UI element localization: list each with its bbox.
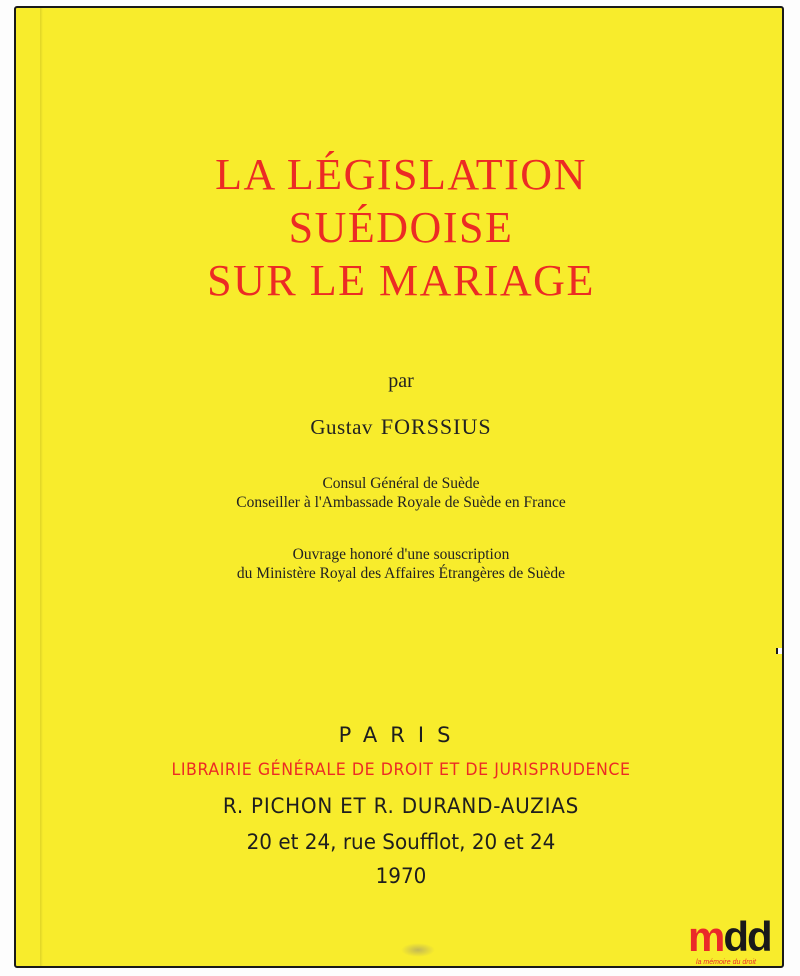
author-role-1: Consul Général de Suède	[322, 475, 480, 492]
title-line-2: SUÉDOISE	[288, 203, 514, 252]
subsidy-line-2: du Ministère Royal des Affaires Étrangères de Suède	[236, 565, 566, 582]
by-label: par	[388, 370, 414, 392]
publisher-address: 20 et 24, rue Soufflot, 20 et 24	[246, 830, 556, 854]
author-first-name: Gustav	[310, 415, 373, 439]
subsidy-line-1: Ouvrage honoré d'une souscription	[292, 546, 510, 563]
logo-tagline: la mémoire du droit	[696, 959, 756, 966]
book-cover	[14, 6, 784, 968]
publisher-owners: R. PICHON ET R. DURAND-AUZIAS	[222, 794, 580, 818]
mdd-logo	[684, 913, 771, 972]
title-line-1: LA LÉGISLATION	[215, 150, 587, 199]
author-last-name: FORSSIUS	[380, 414, 492, 439]
logo-letters-dd: dd	[723, 913, 771, 960]
author-name	[16, 414, 784, 440]
author-role-2: Conseiller à l'Ambassade Royale de Suède en France	[236, 494, 566, 511]
publication-city: PARIS	[338, 723, 464, 747]
subsidy-note	[16, 545, 784, 583]
book-title	[16, 148, 784, 307]
cover-edge-wear	[776, 648, 784, 654]
publication-year: 1970	[375, 864, 427, 888]
title-line-3: SUR LE MARIAGE	[207, 256, 595, 305]
logo-letter-m: m	[688, 913, 724, 960]
author-roles	[16, 474, 784, 512]
cover-smudge	[401, 943, 435, 957]
publisher-name: LIBRAIRIE GÉNÉRALE DE DROIT ET DE JURISPRUDENCE	[171, 760, 631, 780]
logo-mark	[688, 913, 771, 960]
